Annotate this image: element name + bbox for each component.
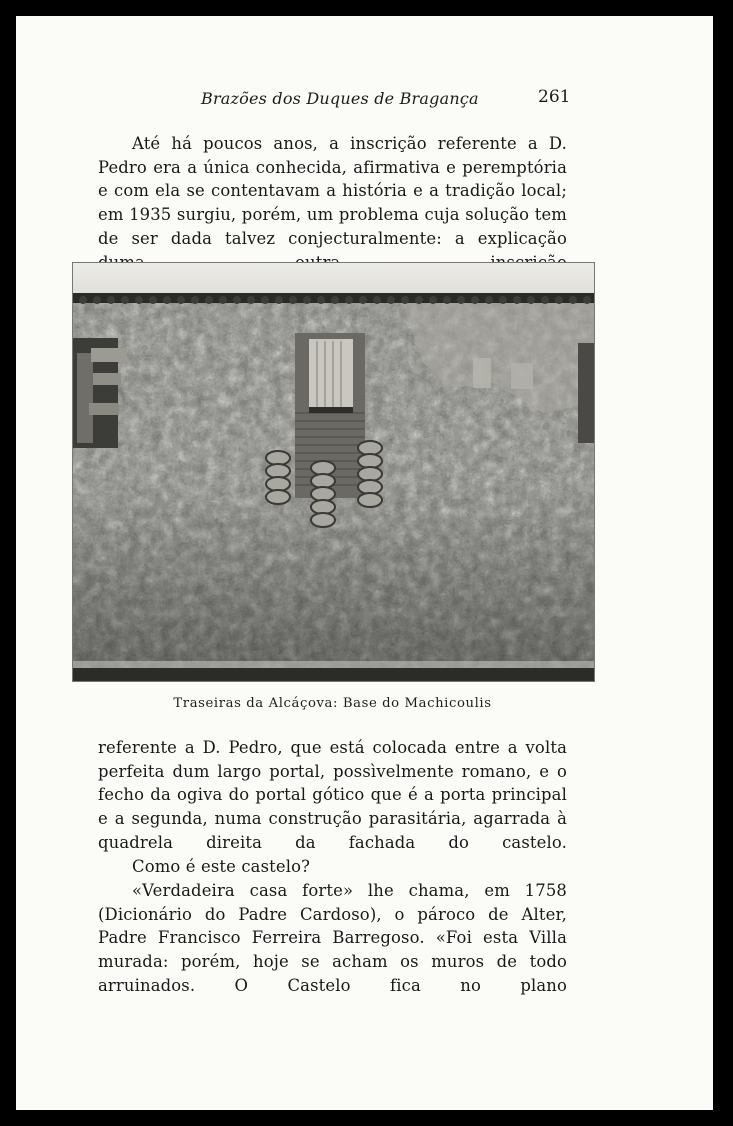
running-title: Brazões dos Duques de Bragança (201, 89, 479, 108)
paragraph-continuation: referente a D. Pedro, que está colocada entre a volta perfeita dum largo portal, possìvelmente romano, e o fecho da ogiva do portal gótico que é a porta principal e a segunda, numa construção parasitária, agarrada à quadrela direita da fachada do castelo. (98, 738, 567, 852)
paragraph-intro: Até há poucos anos, a inscrição referente a D. Pedro era a única conhecida, afirmativa e peremptória e com ela se contentavam a história e a tradição local; em 1935 surgiu, porém, um problema cuja solução tem de ser dada talvez conjecturalmente: a explicação (98, 134, 567, 248)
page-number: 261 (538, 87, 571, 107)
book-page (16, 16, 713, 1110)
paragraph-quotation: «Verdadeira casa forte» lhe chama, em 1758 (Dicionário do Padre Cardoso), o pároco de Alter, Padre Francisco Ferreira Barregoso. «Foi esta Villa murada: porém, hoje se acham os muros de todo arruinados. O Castelo fica no plano (98, 881, 567, 995)
paragraph-question: Como é este castelo? (132, 857, 311, 876)
photograph-castle-wall (72, 262, 595, 682)
wall-photo-illustration (73, 263, 594, 681)
figure-caption: Traseiras da Alcáçova: Base do Machicoulis (173, 696, 492, 711)
